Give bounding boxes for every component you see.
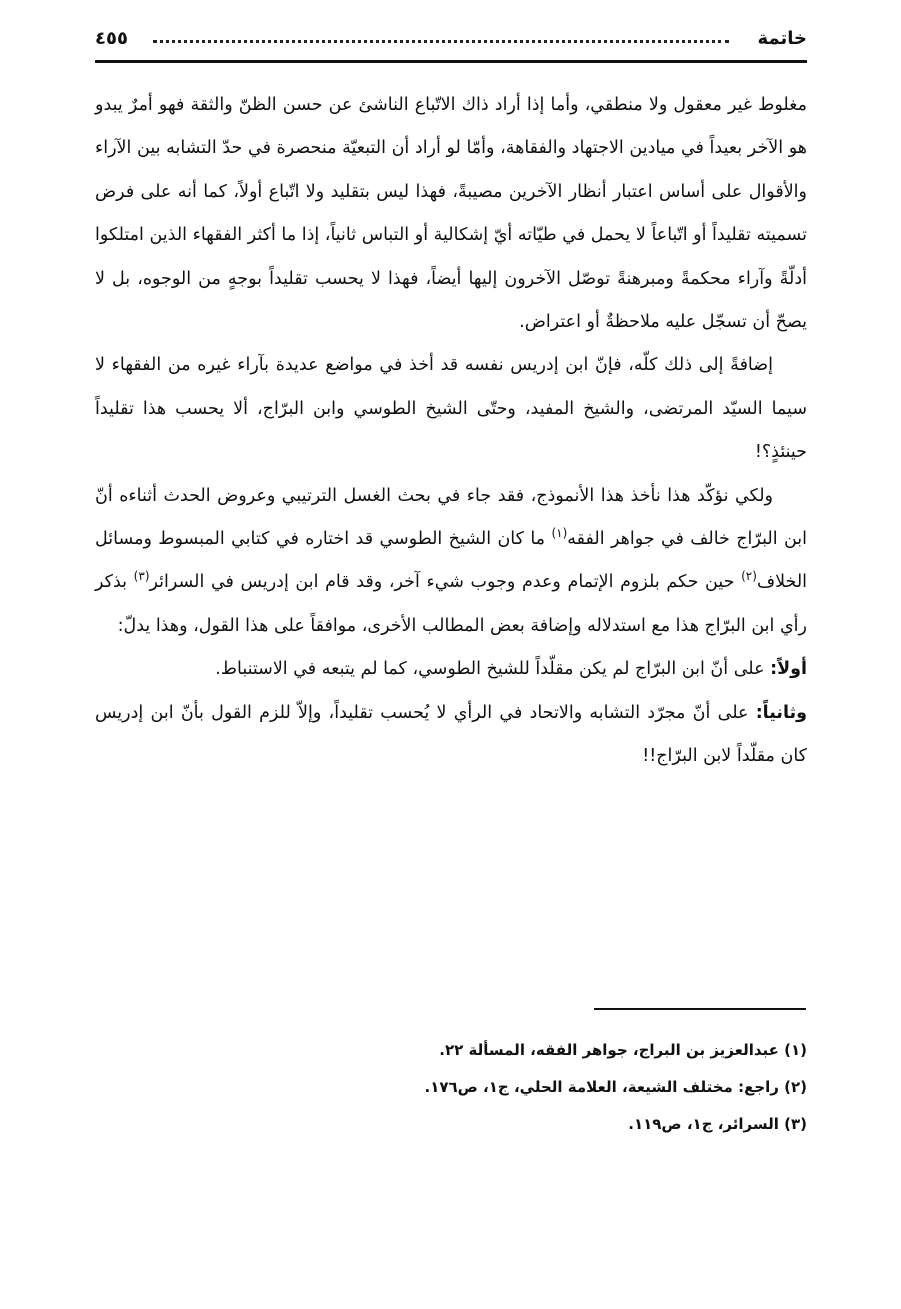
first-point-label: أولاً: — [770, 659, 807, 680]
paragraph-3-part-a: ولكي نؤكّد هذا نأخذ هذا الأنموذج، فقد جاء في بحث الغسل الترتيبي وعروض الحدث أثناءه أنّ ابن البرّاج خالف في جواهر الفقه — [95, 485, 807, 550]
second-point-label: وثانياً: — [755, 702, 807, 723]
paragraph-1: مغلوط غير معقول ولا منطقي، وأما إذا أراد ذاك الاتّباع الناشئ عن حسن الظنّ والثقة فهو أمرٌ يبدو هو الآخر بعيداً في ميادين الاجتهاد والفقاهة، وأمّا لو أراد أن التبعيّة منحصرة في حدّ التشابه بين الآراء والأقوال على أساس اعتبار أنظار الآخرين مصيبةً، فهذا ليس بتقليد ولا اتّباع أولاً، كما أنه على فرض تسميته تقليداً أو اتّباعاً لا يحمل في طيّاته أيّ إشكالية أو التباس ثانياً، إذا ما أكثر الفقهاء الذين امتلكوا أدلّةً وآراء محكمةً ومبرهنةً توصّل الآخرون إليها أيضاً، فهذا لا يحسب تقليداً بوجهٍ من الوجوه، بل لا يصحّ أن تسجّل عليه ملاحظةٌ أو اعتراض. — [95, 95, 807, 333]
second-point-text: على أنّ مجرّد التشابه والاتحاد في الرأي لا يُحسب تقليداً، وإلاّ للزم القول بأنّ ابن إدريس كان مقلّداً لابن البرّاج!! — [95, 702, 807, 767]
paragraph-3-part-c: حين حكم بلزوم الإتمام وعدم وجوب شيء آخر، وقد قام ابن إدريس في السرائر — [149, 572, 742, 593]
paragraph-3 — [95, 475, 807, 649]
running-header — [95, 22, 807, 58]
paragraph-3-part-b: ما كان الشيخ الطوسي قد اختاره في كتابي المبسوط ومسائل الخلاف — [95, 529, 808, 593]
paragraph-5 — [95, 692, 807, 779]
footnote-3: (٣) السرائر، ج١، ص١١٩. — [628, 1115, 807, 1133]
header-divider — [95, 60, 807, 63]
paragraph-4 — [95, 648, 807, 691]
chapter-title: خاتمة — [757, 28, 807, 49]
footnote-ref-3[interactable]: (٣) — [133, 569, 150, 584]
footnote-ref-2[interactable]: (٢) — [741, 569, 757, 584]
main-text — [95, 84, 807, 779]
paragraph-2: إضافةً إلى ذلك كلّه، فإنّ ابن إدريس نفسه قد أخذ في مواضع عديدة بآراء غيره من الفقهاء لا سيما السيّد المرتضى، والشيخ المفيد، وحتّى الشيخ الطوسي وابن البرّاج، ألا يحسب هذا تقليداً حينئذٍ؟! — [95, 355, 807, 463]
footnote-2: (٢) راجع: مختلف الشيعة، العلامة الحلي، ج١، ص١٧٦. — [424, 1078, 807, 1096]
footnote-divider — [594, 1008, 806, 1010]
first-point-text: على أنّ ابن البرّاج لم يكن مقلّداً للشيخ الطوسي، كما لم يتبعه في الاستنباط. — [215, 659, 771, 680]
paragraph-3-part-d: بذكر رأي ابن البرّاج هذا مع استدلاله وإضافة بعض المطالب الأخرى، موافقاً على هذا القول، وهذا يدلّ: — [95, 572, 807, 636]
footnote-1: (١) عبدالعزيز بن البراج، جواهر الفقه، المسألة ٢٢. — [439, 1041, 807, 1059]
footnotes — [95, 1032, 807, 1143]
header-leader-dots — [153, 32, 729, 43]
footnote-ref-1[interactable]: (١) — [551, 526, 568, 541]
page-number: ٤٥٥ — [95, 28, 128, 49]
